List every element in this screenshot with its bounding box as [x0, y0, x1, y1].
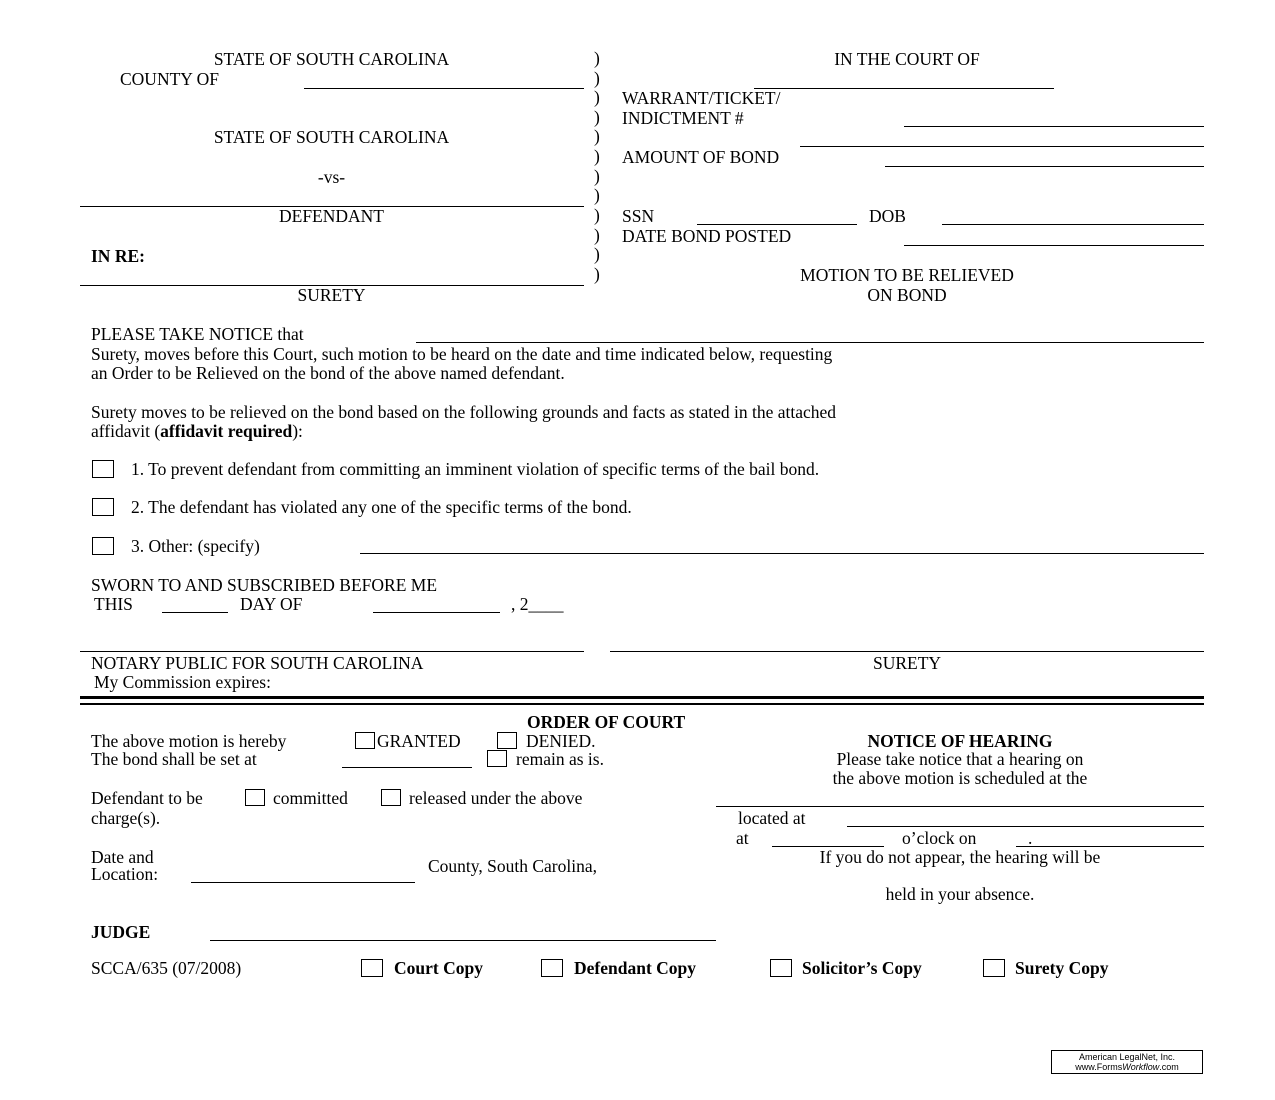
notice-label: PLEASE TAKE NOTICE that: [91, 324, 304, 344]
publisher-logo: [1051, 1050, 1203, 1074]
denied-label: DENIED.: [526, 731, 596, 751]
in-court-label: IN THE COURT OF: [834, 49, 980, 69]
warrant-field[interactable]: [904, 126, 1204, 127]
surety-signature-line[interactable]: [610, 651, 1204, 652]
publisher-name: American LegalNet, Inc.: [1078, 1052, 1176, 1062]
hearing-period: .: [1028, 828, 1033, 848]
date-posted-field[interactable]: [904, 245, 1204, 246]
notary-label: NOTARY PUBLIC FOR SOUTH CAROLINA: [91, 653, 424, 673]
paragraph-2-line-1: Surety moves to be relieved on the bond based on the following grounds and facts as stated in the attached: [91, 402, 837, 422]
defendant-to-be-label: Defendant to be: [91, 788, 203, 808]
committed-checkbox[interactable]: [245, 789, 265, 806]
plaintiff-name: STATE OF SOUTH CAROLINA: [213, 127, 450, 147]
defendant-label: DEFENDANT: [279, 206, 384, 226]
motion-title-1: MOTION TO BE RELIEVED: [800, 265, 1014, 285]
at-label: at: [736, 828, 749, 848]
oclock-label: o’clock on: [902, 828, 977, 848]
county-sc-label: County, South Carolina,: [428, 856, 598, 876]
motion-title-2: ON BOND: [867, 285, 947, 305]
paragraph-1-line-2: an Order to be Relieved on the bond of the above named defendant.: [91, 363, 565, 383]
remain-label: remain as is.: [516, 749, 604, 769]
warrant-label-1: WARRANT/TICKET/: [622, 88, 781, 108]
hearing-line-1: Please take notice that a hearing on: [836, 749, 1084, 769]
located-at-field[interactable]: [847, 826, 1204, 827]
released-label: released under the above: [409, 788, 583, 808]
located-at-label: located at: [738, 808, 806, 828]
dob-field[interactable]: [942, 224, 1204, 225]
form-number: SCCA/635 (07/2008): [91, 958, 242, 978]
this-label: THIS: [94, 594, 133, 614]
publisher-url: www.FormsWorkflow.com: [1075, 1062, 1179, 1072]
order-title: ORDER OF COURT: [527, 712, 686, 732]
option-1-checkbox[interactable]: [92, 460, 114, 478]
court-copy-label: Court Copy: [394, 958, 483, 978]
committed-label: committed: [273, 788, 348, 808]
defendant-copy-checkbox[interactable]: [541, 959, 563, 977]
released-checkbox[interactable]: [381, 789, 401, 806]
hearing-title: NOTICE OF HEARING: [867, 731, 1053, 751]
day-of-label: DAY OF: [240, 594, 303, 614]
ssn-field[interactable]: [697, 224, 857, 225]
court-copy-checkbox[interactable]: [361, 959, 383, 977]
bond-set-label: The bond shall be set at: [91, 749, 257, 769]
hearing-line-3: If you do not appear, the hearing will be: [819, 847, 1101, 867]
date-and-label: Date and: [91, 847, 154, 867]
sworn-day-field[interactable]: [162, 612, 228, 613]
hearing-line-2: the above motion is scheduled at the: [832, 768, 1088, 788]
charges-label: charge(s).: [91, 808, 161, 828]
sworn-month-field[interactable]: [373, 612, 500, 613]
ssn-label: SSN: [622, 206, 655, 226]
granted-label: GRANTED: [377, 731, 461, 751]
surety-signature-label: SURETY: [872, 653, 942, 673]
judge-signature-line[interactable]: [210, 940, 716, 941]
paragraph-2-line-2: affidavit (affidavit required):: [91, 421, 303, 441]
section-divider-thick: [80, 696, 1204, 699]
hearing-line-4: held in your absence.: [885, 884, 1035, 904]
judge-label: JUDGE: [91, 922, 151, 942]
surety-copy-checkbox[interactable]: [983, 959, 1005, 977]
option-3-text: 3. Other: (specify): [131, 536, 260, 556]
county-label: COUNTY OF: [120, 69, 220, 89]
location-label: Location:: [91, 864, 159, 884]
county-field[interactable]: [304, 88, 584, 89]
amount-label: AMOUNT OF BOND: [622, 147, 780, 167]
option-2-checkbox[interactable]: [92, 498, 114, 516]
solicitor-copy-label: Solicitor’s Copy: [802, 958, 922, 978]
bond-amount-field[interactable]: [342, 767, 472, 768]
commission-label: My Commission expires:: [94, 672, 271, 692]
warrant-label-2: INDICTMENT #: [622, 108, 744, 128]
option-1-text: 1. To prevent defendant from committing an imminent violation of specific terms of the bail bond.: [131, 459, 820, 479]
granted-checkbox[interactable]: [355, 732, 375, 749]
notice-field[interactable]: [416, 342, 1204, 343]
paragraph-1-line-1: Surety, moves before this Court, such motion to be heard on the date and time indicated below, requesting: [91, 344, 833, 364]
section-divider-thin: [80, 703, 1204, 705]
caption-state: STATE OF SOUTH CAROLINA: [213, 49, 450, 69]
hereby-label: The above motion is hereby: [91, 731, 287, 751]
year-label: , 2____: [511, 594, 564, 614]
notary-signature-line[interactable]: [80, 651, 584, 652]
other-specify-field[interactable]: [360, 553, 1204, 554]
surety-label: SURETY: [297, 285, 366, 305]
remain-checkbox[interactable]: [487, 750, 507, 767]
warrant-field-2[interactable]: [800, 146, 1204, 147]
option-2-text: 2. The defendant has violated any one of the specific terms of the bond.: [131, 497, 632, 517]
hearing-place-field[interactable]: [716, 806, 1204, 807]
defendant-copy-label: Defendant Copy: [574, 958, 697, 978]
option-3-checkbox[interactable]: [92, 537, 114, 555]
location-field[interactable]: [191, 882, 415, 883]
amount-field[interactable]: [885, 166, 1204, 167]
sworn-text: SWORN TO AND SUBSCRIBED BEFORE ME: [91, 575, 438, 595]
court-name-field[interactable]: [754, 88, 1054, 89]
solicitor-copy-checkbox[interactable]: [770, 959, 792, 977]
date-posted-label: DATE BOND POSTED: [622, 226, 792, 246]
dob-label: DOB: [869, 206, 906, 226]
in-re-label: IN RE:: [91, 246, 145, 266]
denied-checkbox[interactable]: [497, 732, 517, 749]
versus-text: -vs-: [317, 167, 346, 187]
surety-copy-label: Surety Copy: [1015, 958, 1109, 978]
